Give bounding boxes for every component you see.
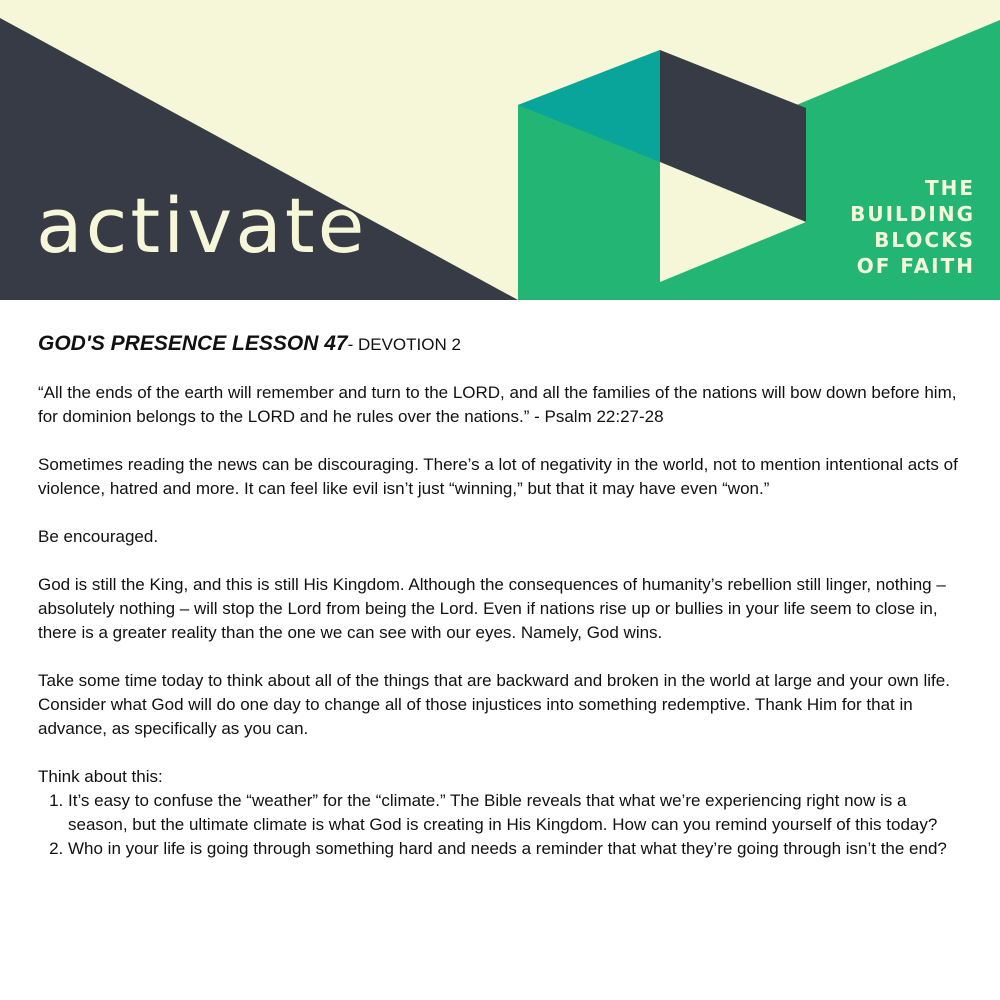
series-title-line: THE	[924, 176, 975, 200]
scripture-quote: “All the ends of the earth will remember and turn to the LORD, and all the families of the nations will bow down before him, for dominion belongs to the LORD and he rules over the nations.” - Psalm 22:27-28	[38, 383, 957, 426]
body-paragraph: Sometimes reading the news can be discouraging. There’s a lot of negativity in the world, not to mention intentional acts of violence, hatred and more. It can feel like evil isn’t just “winning,” but that it may have even “won.”	[38, 455, 958, 498]
brand-wordmark: activate	[36, 181, 368, 270]
header-banner	[0, 0, 1000, 300]
reflection-question: 2. Who in your life is going through something hard and needs a reminder that what they’re going through isn’t the end?	[68, 837, 968, 861]
devotion-content	[38, 330, 968, 861]
reflection-intro: Think about this:	[38, 767, 163, 786]
reflection-question: 1. It’s easy to confuse the “weather” for the “climate.” The Bible reveals that what we’re experiencing right now is a season, but the ultimate climate is what God is creating in His Kingdom. How can you remind yourself of this today?	[68, 789, 968, 837]
lesson-title: GOD'S PRESENCE LESSON 47	[38, 332, 348, 355]
series-title-line: BLOCKS	[874, 228, 975, 252]
body-paragraph: God is still the King, and this is still His Kingdom. Although the consequences of humanity’s rebellion still linger, nothing – absolutely nothing – will stop the Lord from being the Lord. Even if nations rise up or bullies in your life seem to close in, there is a greater reality than the one we can see with our eyes. Namely, God wins.	[38, 575, 946, 642]
lesson-heading	[38, 330, 968, 359]
series-title-line: BUILDING	[850, 202, 975, 226]
body-paragraph: Take some time today to think about all of the things that are backward and broken in the world at large and your own life. Consider what God will do one day to change all of those injustices into something redemptive. Thank Him for that in advance, as specifically as you can.	[38, 671, 950, 738]
body-paragraph: Be encouraged.	[38, 527, 159, 546]
devotion-label: - DEVOTION 2	[347, 335, 461, 354]
series-title-line: OF FAITH	[856, 254, 975, 278]
series-title	[795, 175, 975, 279]
reflection-questions	[38, 789, 968, 861]
